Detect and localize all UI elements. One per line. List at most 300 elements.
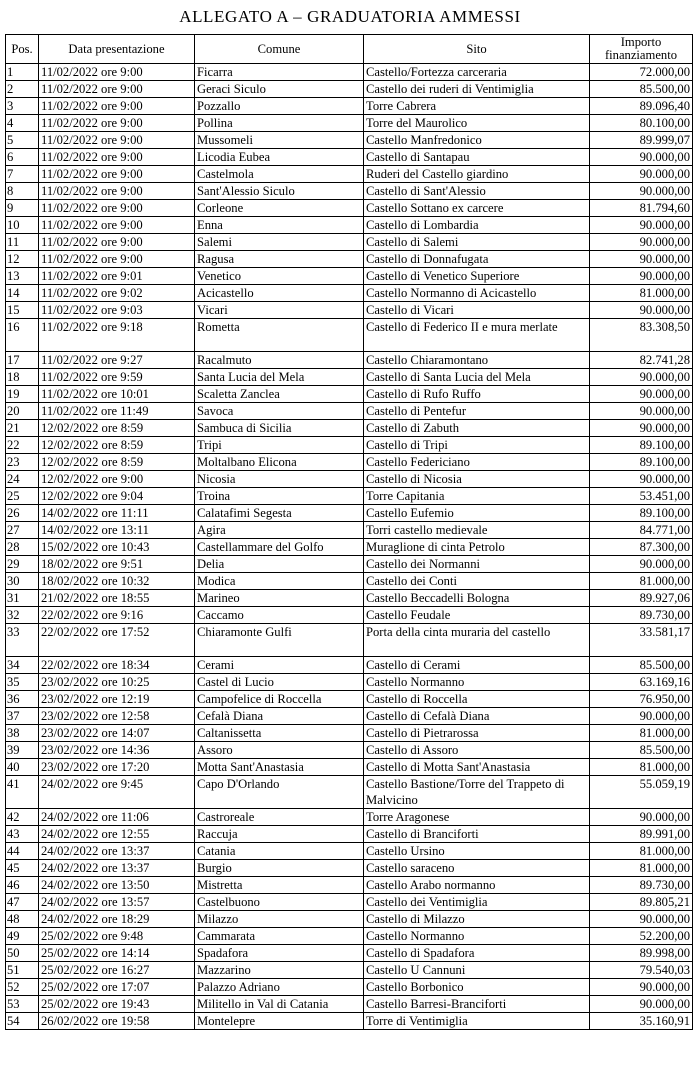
cell-sito: Castello di Lombardia — [364, 217, 590, 234]
cell-date: 11/02/2022 ore 9:00 — [39, 132, 195, 149]
cell-comune: Mistretta — [195, 877, 364, 894]
table-row — [6, 505, 693, 522]
table-row — [6, 624, 693, 657]
table-row — [6, 759, 693, 776]
cell-date: 11/02/2022 ore 9:00 — [39, 217, 195, 234]
cell-date: 11/02/2022 ore 9:59 — [39, 369, 195, 386]
cell-pos: 3 — [6, 98, 39, 115]
cell-date: 24/02/2022 ore 13:50 — [39, 877, 195, 894]
cell-importo: 90.000,00 — [590, 302, 693, 319]
cell-importo: 63.169,16 — [590, 674, 693, 691]
cell-date: 12/02/2022 ore 8:59 — [39, 437, 195, 454]
cell-importo: 89.730,00 — [590, 877, 693, 894]
cell-pos: 9 — [6, 200, 39, 217]
cell-date: 14/02/2022 ore 11:11 — [39, 505, 195, 522]
cell-pos: 13 — [6, 268, 39, 285]
cell-comune: Racalmuto — [195, 352, 364, 369]
table-row — [6, 437, 693, 454]
cell-sito: Castello di Assoro — [364, 742, 590, 759]
cell-importo: 90.000,00 — [590, 386, 693, 403]
cell-sito: Castello Beccadelli Bologna — [364, 590, 590, 607]
cell-comune: Venetico — [195, 268, 364, 285]
cell-importo: 89.927,06 — [590, 590, 693, 607]
cell-importo: 89.100,00 — [590, 505, 693, 522]
cell-date: 24/02/2022 ore 12:55 — [39, 826, 195, 843]
cell-sito: Castello Ursino — [364, 843, 590, 860]
cell-importo: 89.805,21 — [590, 894, 693, 911]
cell-pos: 51 — [6, 962, 39, 979]
cell-sito: Castello di Pentefur — [364, 403, 590, 420]
cell-pos: 4 — [6, 115, 39, 132]
table-header-row — [6, 35, 693, 64]
cell-importo: 90.000,00 — [590, 809, 693, 826]
cell-pos: 17 — [6, 352, 39, 369]
table-row — [6, 996, 693, 1013]
table-row — [6, 132, 693, 149]
header-date: Data presentazione — [39, 35, 195, 64]
cell-sito: Castello Normanno di Acicastello — [364, 285, 590, 302]
cell-date: 23/02/2022 ore 10:25 — [39, 674, 195, 691]
cell-sito: Castello di Tripi — [364, 437, 590, 454]
cell-date: 11/02/2022 ore 9:00 — [39, 200, 195, 217]
cell-comune: Salemi — [195, 234, 364, 251]
cell-importo: 90.000,00 — [590, 217, 693, 234]
cell-sito: Castello Chiaramontano — [364, 352, 590, 369]
cell-date: 24/02/2022 ore 13:37 — [39, 843, 195, 860]
document-title: ALLEGATO A – GRADUATORIA AMMESSI — [179, 7, 521, 26]
cell-sito: Ruderi del Castello giardino — [364, 166, 590, 183]
table-row — [6, 251, 693, 268]
table-row — [6, 166, 693, 183]
cell-sito: Castello/Fortezza carceraria — [364, 64, 590, 81]
table-row — [6, 115, 693, 132]
table-row — [6, 369, 693, 386]
cell-importo: 90.000,00 — [590, 911, 693, 928]
cell-importo: 81.794,60 — [590, 200, 693, 217]
cell-date: 12/02/2022 ore 8:59 — [39, 420, 195, 437]
cell-date: 11/02/2022 ore 9:00 — [39, 149, 195, 166]
cell-sito: Porta della cinta muraria del castello — [364, 624, 590, 657]
cell-pos: 42 — [6, 809, 39, 826]
cell-importo: 90.000,00 — [590, 234, 693, 251]
table-row — [6, 403, 693, 420]
cell-comune: Caltanissetta — [195, 725, 364, 742]
table-row — [6, 319, 693, 352]
cell-importo: 53.451,00 — [590, 488, 693, 505]
cell-pos: 32 — [6, 607, 39, 624]
table-row — [6, 691, 693, 708]
table-row — [6, 488, 693, 505]
cell-importo: 90.000,00 — [590, 996, 693, 1013]
cell-pos: 41 — [6, 776, 39, 809]
cell-date: 11/02/2022 ore 9:00 — [39, 166, 195, 183]
cell-date: 11/02/2022 ore 11:49 — [39, 403, 195, 420]
cell-date: 14/02/2022 ore 13:11 — [39, 522, 195, 539]
table-row — [6, 234, 693, 251]
cell-date: 22/02/2022 ore 17:52 — [39, 624, 195, 657]
cell-sito: Muraglione di cinta Petrolo — [364, 539, 590, 556]
cell-importo: 89.999,07 — [590, 132, 693, 149]
table-row — [6, 573, 693, 590]
table-row — [6, 809, 693, 826]
cell-pos: 43 — [6, 826, 39, 843]
cell-pos: 34 — [6, 657, 39, 674]
cell-comune: Pozzallo — [195, 98, 364, 115]
cell-pos: 47 — [6, 894, 39, 911]
cell-sito: Castello Borbonico — [364, 979, 590, 996]
cell-comune: Marineo — [195, 590, 364, 607]
cell-importo: 90.000,00 — [590, 556, 693, 573]
cell-sito: Castello di Spadafora — [364, 945, 590, 962]
cell-sito: Castello Normanno — [364, 928, 590, 945]
cell-date: 11/02/2022 ore 9:02 — [39, 285, 195, 302]
cell-date: 11/02/2022 ore 10:01 — [39, 386, 195, 403]
cell-comune: Acicastello — [195, 285, 364, 302]
cell-sito: Castello di Donnafugata — [364, 251, 590, 268]
cell-importo: 82.741,28 — [590, 352, 693, 369]
table-row — [6, 149, 693, 166]
cell-comune: Castelmola — [195, 166, 364, 183]
cell-date: 11/02/2022 ore 9:00 — [39, 251, 195, 268]
cell-importo: 79.540,03 — [590, 962, 693, 979]
cell-importo: 81.000,00 — [590, 860, 693, 877]
cell-sito: Torre del Maurolico — [364, 115, 590, 132]
cell-sito: Castello di Branciforti — [364, 826, 590, 843]
cell-date: 11/02/2022 ore 9:27 — [39, 352, 195, 369]
table-row — [6, 911, 693, 928]
cell-importo: 90.000,00 — [590, 403, 693, 420]
cell-date: 25/02/2022 ore 17:07 — [39, 979, 195, 996]
table-row — [6, 894, 693, 911]
cell-comune: Motta Sant'Anastasia — [195, 759, 364, 776]
cell-sito: Castello di Milazzo — [364, 911, 590, 928]
table-row — [6, 268, 693, 285]
table-row — [6, 860, 693, 877]
cell-sito: Castello Eufemio — [364, 505, 590, 522]
cell-importo: 81.000,00 — [590, 725, 693, 742]
cell-date: 23/02/2022 ore 14:36 — [39, 742, 195, 759]
cell-importo: 81.000,00 — [590, 759, 693, 776]
cell-comune: Troina — [195, 488, 364, 505]
table-row — [6, 979, 693, 996]
cell-sito: Torre Cabrera — [364, 98, 590, 115]
cell-pos: 27 — [6, 522, 39, 539]
cell-importo: 90.000,00 — [590, 979, 693, 996]
cell-importo: 90.000,00 — [590, 369, 693, 386]
cell-importo: 90.000,00 — [590, 149, 693, 166]
cell-pos: 44 — [6, 843, 39, 860]
table-row — [6, 556, 693, 573]
table-row — [6, 657, 693, 674]
cell-date: 11/02/2022 ore 9:00 — [39, 115, 195, 132]
cell-importo: 55.059,19 — [590, 776, 693, 809]
cell-date: 11/02/2022 ore 9:01 — [39, 268, 195, 285]
cell-pos: 14 — [6, 285, 39, 302]
cell-comune: Sambuca di Sicilia — [195, 420, 364, 437]
cell-date: 25/02/2022 ore 19:43 — [39, 996, 195, 1013]
cell-sito: Castello di Venetico Superiore — [364, 268, 590, 285]
header-importo — [590, 35, 693, 64]
cell-pos: 7 — [6, 166, 39, 183]
cell-comune: Agira — [195, 522, 364, 539]
cell-sito: Castello Feudale — [364, 607, 590, 624]
table-row — [6, 962, 693, 979]
cell-pos: 53 — [6, 996, 39, 1013]
cell-sito: Castello di Santa Lucia del Mela — [364, 369, 590, 386]
cell-sito: Castello Sottano ex carcere — [364, 200, 590, 217]
cell-sito: Castello di Zabuth — [364, 420, 590, 437]
table-row — [6, 590, 693, 607]
cell-comune: Pollina — [195, 115, 364, 132]
cell-importo: 85.500,00 — [590, 81, 693, 98]
cell-pos: 25 — [6, 488, 39, 505]
cell-sito: Castello saraceno — [364, 860, 590, 877]
cell-pos: 23 — [6, 454, 39, 471]
cell-comune: Campofelice di Roccella — [195, 691, 364, 708]
cell-date: 12/02/2022 ore 8:59 — [39, 454, 195, 471]
cell-comune: Spadafora — [195, 945, 364, 962]
cell-importo: 89.730,00 — [590, 607, 693, 624]
cell-importo: 85.500,00 — [590, 657, 693, 674]
cell-comune: Mussomeli — [195, 132, 364, 149]
cell-date: 26/02/2022 ore 19:58 — [39, 1013, 195, 1030]
cell-comune: Savoca — [195, 403, 364, 420]
cell-date: 23/02/2022 ore 17:20 — [39, 759, 195, 776]
cell-importo: 90.000,00 — [590, 166, 693, 183]
cell-pos: 16 — [6, 319, 39, 352]
cell-pos: 37 — [6, 708, 39, 725]
cell-pos: 10 — [6, 217, 39, 234]
cell-pos: 45 — [6, 860, 39, 877]
cell-comune: Cammarata — [195, 928, 364, 945]
cell-comune: Castroreale — [195, 809, 364, 826]
table-row — [6, 471, 693, 488]
cell-pos: 29 — [6, 556, 39, 573]
table-row — [6, 742, 693, 759]
cell-date: 24/02/2022 ore 13:37 — [39, 860, 195, 877]
table-row — [6, 98, 693, 115]
cell-importo: 89.100,00 — [590, 454, 693, 471]
header-comune: Comune — [195, 35, 364, 64]
cell-importo: 90.000,00 — [590, 268, 693, 285]
table-row — [6, 843, 693, 860]
cell-importo: 90.000,00 — [590, 251, 693, 268]
cell-pos: 38 — [6, 725, 39, 742]
cell-pos: 40 — [6, 759, 39, 776]
cell-sito: Castello di Pietrarossa — [364, 725, 590, 742]
cell-sito: Castello di Cerami — [364, 657, 590, 674]
cell-date: 11/02/2022 ore 9:00 — [39, 64, 195, 81]
cell-importo: 81.000,00 — [590, 843, 693, 860]
cell-date: 23/02/2022 ore 12:19 — [39, 691, 195, 708]
cell-pos: 26 — [6, 505, 39, 522]
cell-pos: 39 — [6, 742, 39, 759]
cell-comune: Modica — [195, 573, 364, 590]
cell-sito: Castello di Rufo Ruffo — [364, 386, 590, 403]
cell-comune: Rometta — [195, 319, 364, 352]
table-row — [6, 183, 693, 200]
cell-comune: Caccamo — [195, 607, 364, 624]
table-row — [6, 522, 693, 539]
table-row — [6, 539, 693, 556]
cell-comune: Castellammare del Golfo — [195, 539, 364, 556]
table-row — [6, 285, 693, 302]
table-row — [6, 708, 693, 725]
table-row — [6, 776, 693, 809]
table-row — [6, 454, 693, 471]
cell-pos: 22 — [6, 437, 39, 454]
cell-sito: Castello di Motta Sant'Anastasia — [364, 759, 590, 776]
cell-importo: 89.991,00 — [590, 826, 693, 843]
cell-sito: Torre Aragonese — [364, 809, 590, 826]
cell-comune: Cefalà Diana — [195, 708, 364, 725]
cell-importo: 90.000,00 — [590, 471, 693, 488]
cell-pos: 36 — [6, 691, 39, 708]
cell-date: 18/02/2022 ore 9:51 — [39, 556, 195, 573]
cell-comune: Mazzarino — [195, 962, 364, 979]
cell-pos: 54 — [6, 1013, 39, 1030]
cell-pos: 12 — [6, 251, 39, 268]
cell-comune: Militello in Val di Catania — [195, 996, 364, 1013]
cell-pos: 2 — [6, 81, 39, 98]
cell-comune: Raccuja — [195, 826, 364, 843]
cell-pos: 5 — [6, 132, 39, 149]
cell-importo: 33.581,17 — [590, 624, 693, 657]
cell-date: 15/02/2022 ore 10:43 — [39, 539, 195, 556]
cell-pos: 1 — [6, 64, 39, 81]
cell-comune: Ficarra — [195, 64, 364, 81]
cell-importo: 85.500,00 — [590, 742, 693, 759]
cell-pos: 49 — [6, 928, 39, 945]
cell-date: 11/02/2022 ore 9:00 — [39, 81, 195, 98]
cell-pos: 11 — [6, 234, 39, 251]
cell-importo: 76.950,00 — [590, 691, 693, 708]
cell-sito: Castello U Cannuni — [364, 962, 590, 979]
cell-importo: 72.000,00 — [590, 64, 693, 81]
cell-sito: Castello Manfredonico — [364, 132, 590, 149]
cell-pos: 30 — [6, 573, 39, 590]
cell-importo: 83.308,50 — [590, 319, 693, 352]
cell-pos: 48 — [6, 911, 39, 928]
cell-pos: 24 — [6, 471, 39, 488]
cell-importo: 89.096,40 — [590, 98, 693, 115]
cell-comune: Tripi — [195, 437, 364, 454]
cell-pos: 31 — [6, 590, 39, 607]
table-row — [6, 607, 693, 624]
cell-importo: 90.000,00 — [590, 708, 693, 725]
table-row — [6, 81, 693, 98]
cell-sito: Castello di Sant'Alessio — [364, 183, 590, 200]
cell-date: 25/02/2022 ore 14:14 — [39, 945, 195, 962]
table-body — [6, 64, 693, 1030]
cell-importo: 89.100,00 — [590, 437, 693, 454]
cell-comune: Cerami — [195, 657, 364, 674]
table-row — [6, 386, 693, 403]
cell-comune: Castelbuono — [195, 894, 364, 911]
cell-importo: 80.100,00 — [590, 115, 693, 132]
cell-comune: Palazzo Adriano — [195, 979, 364, 996]
header-importo-line1: Importo — [620, 35, 662, 49]
cell-pos: 46 — [6, 877, 39, 894]
cell-date: 23/02/2022 ore 14:07 — [39, 725, 195, 742]
cell-sito: Castello dei Ventimiglia — [364, 894, 590, 911]
cell-importo: 81.000,00 — [590, 573, 693, 590]
header-importo-line2: finanziamento — [604, 48, 678, 62]
cell-sito: Castello Barresi-Branciforti — [364, 996, 590, 1013]
cell-importo: 35.160,91 — [590, 1013, 693, 1030]
cell-comune: Catania — [195, 843, 364, 860]
cell-comune: Santa Lucia del Mela — [195, 369, 364, 386]
table-row — [6, 420, 693, 437]
cell-importo: 89.998,00 — [590, 945, 693, 962]
cell-date: 25/02/2022 ore 16:27 — [39, 962, 195, 979]
table-row — [6, 725, 693, 742]
cell-pos: 19 — [6, 386, 39, 403]
table-row — [6, 928, 693, 945]
cell-sito: Castello di Santapau — [364, 149, 590, 166]
cell-sito: Castello Arabo normanno — [364, 877, 590, 894]
cell-date: 12/02/2022 ore 9:04 — [39, 488, 195, 505]
cell-date: 22/02/2022 ore 9:16 — [39, 607, 195, 624]
cell-sito: Castello di Federico II e mura merlate — [364, 319, 590, 352]
cell-date: 23/02/2022 ore 12:58 — [39, 708, 195, 725]
cell-comune: Milazzo — [195, 911, 364, 928]
cell-comune: Moltalbano Elicona — [195, 454, 364, 471]
table-row — [6, 945, 693, 962]
cell-date: 24/02/2022 ore 9:45 — [39, 776, 195, 809]
cell-pos: 28 — [6, 539, 39, 556]
cell-comune: Ragusa — [195, 251, 364, 268]
cell-importo: 81.000,00 — [590, 285, 693, 302]
cell-sito: Castello Normanno — [364, 674, 590, 691]
cell-date: 24/02/2022 ore 11:06 — [39, 809, 195, 826]
cell-comune: Assoro — [195, 742, 364, 759]
cell-date: 12/02/2022 ore 9:00 — [39, 471, 195, 488]
cell-sito: Torri castello medievale — [364, 522, 590, 539]
cell-pos: 8 — [6, 183, 39, 200]
cell-sito: Castello di Vicari — [364, 302, 590, 319]
header-sito: Sito — [364, 35, 590, 64]
cell-sito: Castello di Nicosia — [364, 471, 590, 488]
cell-comune: Geraci Siculo — [195, 81, 364, 98]
cell-importo: 90.000,00 — [590, 420, 693, 437]
cell-pos: 18 — [6, 369, 39, 386]
cell-comune: Corleone — [195, 200, 364, 217]
cell-comune: Castel di Lucio — [195, 674, 364, 691]
graduatoria-table — [5, 34, 693, 1030]
table-row — [6, 200, 693, 217]
table-row — [6, 352, 693, 369]
cell-comune: Licodia Eubea — [195, 149, 364, 166]
cell-date: 11/02/2022 ore 9:00 — [39, 234, 195, 251]
cell-date: 22/02/2022 ore 18:34 — [39, 657, 195, 674]
cell-importo: 87.300,00 — [590, 539, 693, 556]
cell-date: 18/02/2022 ore 10:32 — [39, 573, 195, 590]
table-row — [6, 64, 693, 81]
cell-pos: 15 — [6, 302, 39, 319]
cell-date: 25/02/2022 ore 9:48 — [39, 928, 195, 945]
cell-importo: 84.771,00 — [590, 522, 693, 539]
cell-sito: Castello di Roccella — [364, 691, 590, 708]
cell-importo: 52.200,00 — [590, 928, 693, 945]
cell-sito: Castello dei Conti — [364, 573, 590, 590]
cell-sito: Castello di Cefalà Diana — [364, 708, 590, 725]
cell-date: 24/02/2022 ore 18:29 — [39, 911, 195, 928]
cell-comune: Vicari — [195, 302, 364, 319]
cell-sito: Torre Capitania — [364, 488, 590, 505]
cell-comune: Scaletta Zanclea — [195, 386, 364, 403]
cell-date: 11/02/2022 ore 9:03 — [39, 302, 195, 319]
